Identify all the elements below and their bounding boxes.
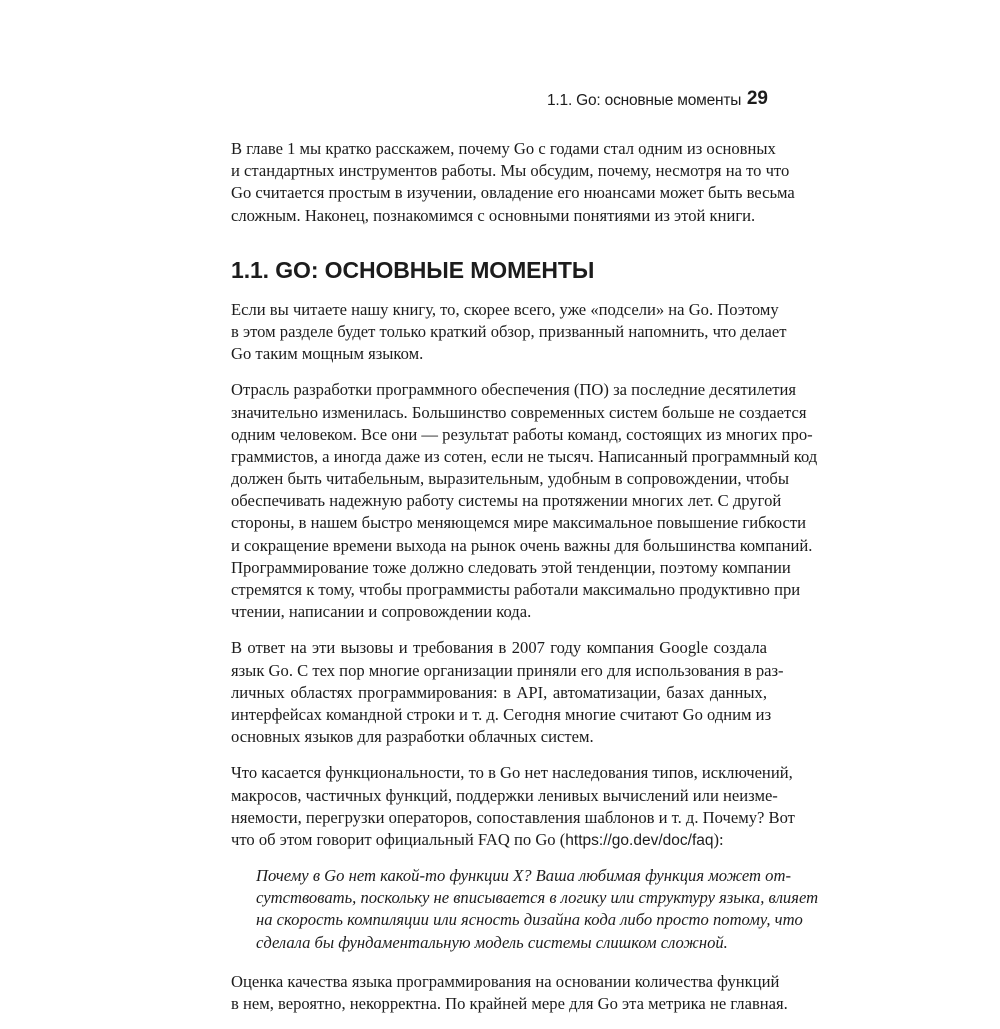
running-header-title: 1.1. Go: основные моменты [547, 92, 742, 109]
text-line: должен быть читабельным, выразительным, удобным в сопровождении, чтобы [231, 469, 789, 489]
chapter-intro-paragraph [231, 138, 795, 227]
text-line: Программирование тоже должно следовать этой тенденции, поэтому компании [231, 557, 791, 577]
text-line: обеспечивать надежную работу системы на протяжении многих лет. С другой [231, 491, 782, 511]
text-line: граммистов, а иногда даже из сотен, если не тысяч. Написанный программный код [231, 446, 818, 466]
paragraph-2 [231, 379, 818, 623]
page-body [231, 138, 819, 1029]
text-line: чтении, написании и сопровождении кода. [231, 602, 532, 622]
section-heading: 1.1. GO: ОСНОВНЫЕ МОМЕНТЫ [231, 256, 595, 283]
text-line: и стандартных инструментов работы. Мы обсудим, почему, несмотря на то что [231, 161, 790, 181]
text-line: язык Go. С тех пор многие организации приняли его для использования в раз- [231, 660, 784, 680]
text-line: одним человеком. Все они — результат работы команд, состоящих из многих про- [231, 424, 813, 444]
quote-line: сделала бы фундаментальную модель системы слишком сложной. [256, 932, 728, 952]
text-line: и сокращение времени выхода на рынок очень важны для большинства компаний. [231, 535, 813, 555]
paragraph-1 [231, 299, 787, 366]
text-line: значительно изменилась. Большинство современных систем больше не создается [231, 402, 807, 422]
paragraph-4 [231, 762, 795, 851]
page-number: 29 [746, 88, 768, 109]
text-line: в нем, вероятно, некорректна. По крайней мере для Go эта метрика не главная. [231, 994, 788, 1013]
text-line: интерфейсах командной строки и т. д. Сегодня многие считают Go одним из [231, 704, 772, 724]
text-line: стремятся к тому, чтобы программисты работали максимально продуктивно при [231, 580, 801, 599]
text-line: Отрасль разработки программного обеспечения (ПО) за последние десятилетия [231, 380, 797, 400]
paragraph-3 [231, 637, 784, 748]
paragraph-5 [231, 971, 788, 1015]
quote-line: Почему в Go нет какой-то функции X? Ваша любимая функция может от- [256, 866, 791, 886]
text-line: личных областях программирования: в API, автоматизации, базах данных, [231, 682, 767, 702]
text-line: Go таким мощным языком. [231, 344, 424, 364]
quote-line: сутствовать, поскольку не вписывается в логику или структуру языка, влияет [256, 888, 819, 908]
text-line: сложным. Наконец, познакомимся с основными понятиями из этой книги. [231, 205, 756, 225]
text-line [231, 829, 767, 851]
text-line: Если вы читаете нашу книгу, то, скорее всего, уже «подсели» на Go. Поэтому [231, 299, 779, 319]
quote-line: на скорость компиляции или ясность дизайна кода либо просто потому, что [256, 910, 803, 930]
text-line: основных языков для разработки облачных систем. [231, 727, 594, 747]
text-line: няемости, перегрузки операторов, сопоставления шаблонов и т. д. Почему? Вот [231, 807, 795, 827]
blockquote [256, 865, 819, 954]
running-header [540, 88, 768, 114]
text-line: в этом разделе будет только краткий обзор, призванный напомнить, что делает [231, 321, 787, 341]
text-line: В ответ на эти вызовы и требования в 2007 году компания Google создала [231, 638, 767, 658]
text-line: Оценка качества языка программирования на основании количества функций [231, 971, 780, 991]
text-line: макросов, частичных функций, поддержки ленивых вычислений или неизме- [231, 785, 778, 805]
text-fragment: что об этом говорит официальный FAQ по Go ( [231, 829, 566, 849]
text-line: В главе 1 мы кратко расскажем, почему Go с годами стал одним из основных [231, 139, 776, 158]
text-fragment: ): [713, 829, 724, 849]
text-line: Что касается функциональности, то в Go нет наследования типов, исключений, [231, 763, 793, 783]
text-line: стороны, в нашем быстро меняющемся мире максимальное повышение гибкости [231, 513, 806, 533]
text-line: Go считается простым в изучении, овладение его нюансами может быть весьма [231, 183, 795, 203]
faq-link[interactable]: https://go.dev/doc/faq [565, 831, 714, 849]
